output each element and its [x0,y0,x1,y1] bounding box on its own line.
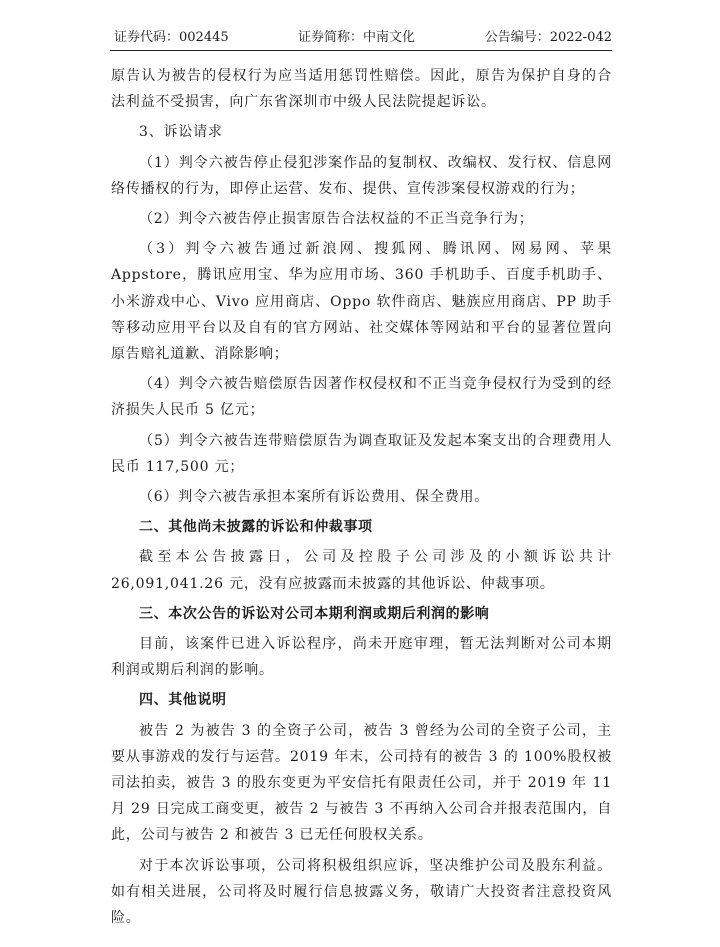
claim-item-6: （6）判令六被告承担本案所有诉讼费用、保全费用。 [139,489,490,506]
section-heading-2: 二、其他尚未披露的诉讼和仲裁事项 [139,519,373,536]
claim-item-5: （5）判令六被告连带赔偿原告为调查取证及发起本案支出的合理费用人民币 117,500 元； [111,432,612,475]
claim-item-2: （2）判令六被告停止损害原告合法权益的不正当竞争行为； [139,211,534,228]
page-header [110,28,612,51]
paragraph-continuation: 原告认为被告的侵权行为应当适用惩罚性赔偿。因此，原告为保护自身的合法利益不受损害，向广东省深圳市中级人民法院提起诉讼。 [111,68,612,111]
section-heading-4: 四、其他说明 [139,692,227,709]
section-4-text-1: 被告 2 为被告 3 的全资子公司，被告 3 曾经为公司的全资子公司，主要从事游戏的发行与运营。2019 年末，公司持有的被告 3 的 100%股权被司法拍卖，被告 3 的股东变更为平安信托有限责任公司，并于 2019 年 11 月 29 日完成工商变更，被告 2 与被告 3 不再纳入公司合并报表范围内，自此，公司与被告 2 和被告 3 已无任何股权关系。 [111,722,612,844]
claim-item-1: （1）判令六被告停止侵犯涉案作品的复制权、改编权、发行权、信息网络传播权的行为，即停止运营、发布、提供、宣传涉案侵权游戏的行为； [111,154,612,197]
document-body [111,63,612,935]
section-2-text: 截至本公告披露日，公司及控股子公司涉及的小额诉讼共计 26,091,041.26 元，没有应披露而未披露的其他诉讼、仲裁事项。 [111,549,612,592]
section-heading-3: 三、本次公告的诉讼对公司本期利润或期后利润的影响 [139,605,490,622]
claim-item-3: （3）判令六被告通过新浪网、搜狐网、腾讯网、网易网、苹果 Appstore，腾讯应用宝、华为应用市场、360 手机助手、百度手机助手、小米游戏中心、Vivo 应用商店、Oppo 软件商店、魅族应用商店、PP 助手等移动应用平台以及自有的官方网站、社交媒体等网站和平台的显著位置向原告赔礼道歉、消除影响； [111,241,612,363]
stock-name: 证券简称：中南文化 [298,30,416,45]
section-4-text-2: 对于本次诉讼事项，公司将积极组织应诉，坚决维护公司及股东利益。如有相关进展，公司将及时履行信息披露义务，敬请广大投资者注意投资风险。 [111,857,612,927]
announcement-number: 公告编号：2022-042 [484,30,612,45]
stock-code: 证券代码：002445 [114,30,229,45]
claim-item-4: （4）判令六被告赔偿原告因著作权侵权和不正当竞争侵权行为受到的经济损失人民币 5 亿元； [111,376,612,419]
section-3-text: 目前，该案件已进入诉讼程序，尚未开庭审理，暂无法判断对公司本期利润或期后利润的影响。 [111,636,612,679]
subheading-claims: 3、诉讼请求 [139,124,223,141]
